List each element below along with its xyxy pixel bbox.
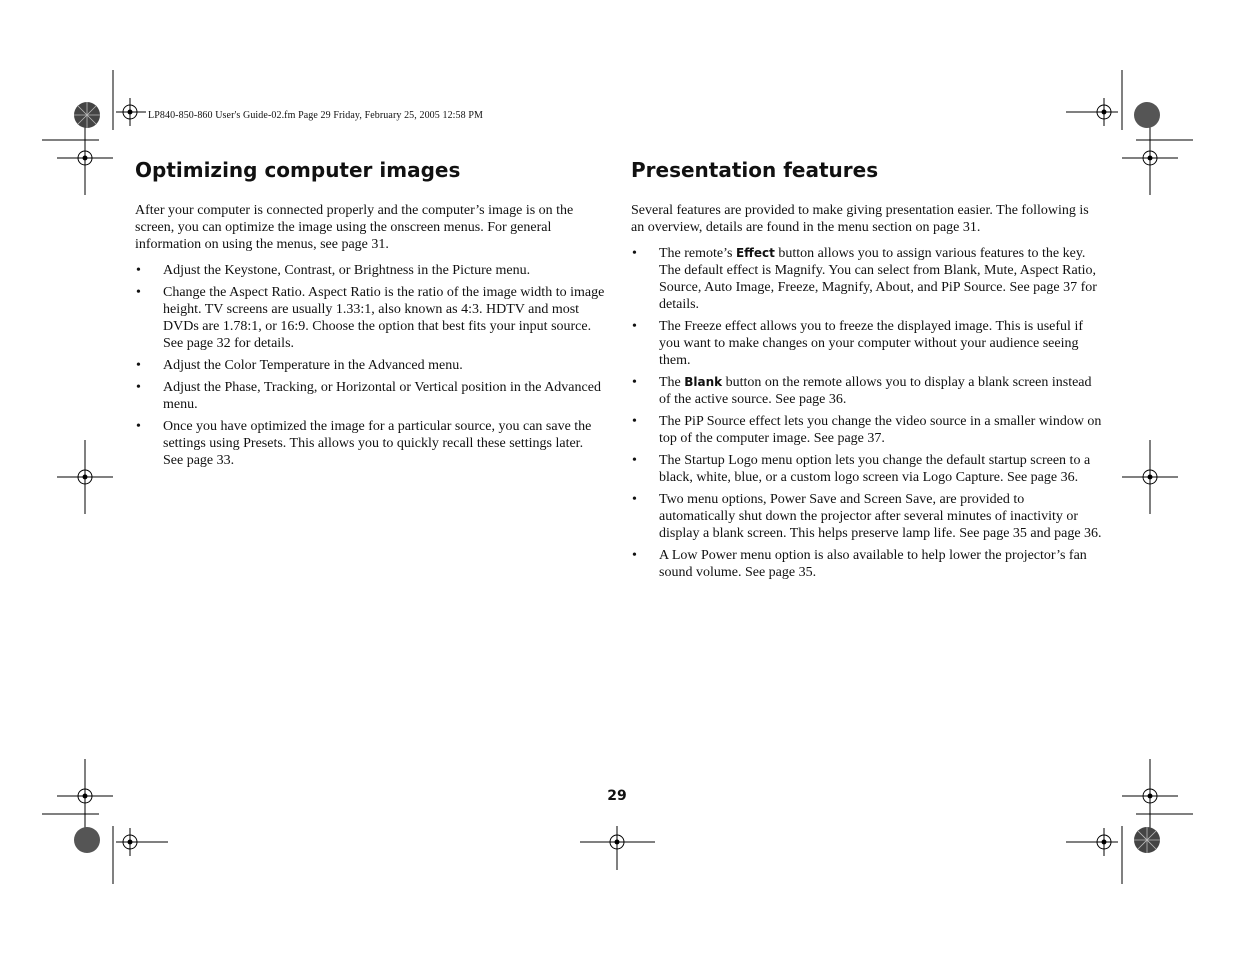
density-patch-icon	[1134, 102, 1160, 128]
page-number: 29	[607, 788, 627, 804]
list-item	[631, 374, 1103, 408]
list-item: • Two menu options, Power Save and Screen Save, are provided to automatically shut down the projector after several minutes of inactivity or display a blank screen. This helps preserve lamp life. See page 35 and page 36.	[631, 491, 1103, 542]
blank-button-name: Blank	[684, 375, 723, 389]
density-patch-icon	[74, 827, 100, 853]
list-item: • Change the Aspect Ratio. Aspect Ratio is the ratio of the image width to image height. TV screens are usually 1.33:1, also known as 4:3. HDTV and most DVDs are 1.78:1, or 16:9. Choose the option that best fits your input source. See page 32 for details.	[135, 284, 605, 352]
section-intro: After your computer is connected properly and the computer’s image is on the screen, you can optimize the image using the onscreen menus. For general information on using the menus, see page 31.	[135, 203, 574, 252]
list-item	[631, 245, 1103, 313]
bullet-list	[631, 245, 1103, 581]
section-title: Presentation features	[631, 158, 879, 182]
bullet-list	[135, 262, 605, 469]
text-run: button on the remote allows you to display a blank screen instead of the active source. See page 36.	[659, 375, 1092, 407]
starburst-patch-icon	[74, 102, 100, 128]
text-run: The remote’s	[659, 246, 736, 261]
file-info-header: LP840-850-860 User's Guide-02.fm Page 29 Friday, February 25, 2005 12:58 PM	[148, 110, 484, 121]
optimizing-section	[135, 150, 605, 474]
list-item: • The PiP Source effect lets you change the video source in a smaller window on top of the computer image. See page 37.	[631, 413, 1103, 447]
list-item: • Adjust the Keystone, Contrast, or Brightness in the Picture menu.	[135, 262, 605, 279]
starburst-patch-icon	[1134, 827, 1160, 853]
section-title: Optimizing computer images	[135, 158, 461, 182]
text-run: The	[659, 375, 685, 390]
list-item: • Once you have optimized the image for a particular source, you can save the settings using Presets. This allows you to quickly recall these settings later. See page 33.	[135, 418, 605, 469]
list-item: • The Freeze effect allows you to freeze the displayed image. This is useful if you want to make changes on your computer without your audience seeing them.	[631, 318, 1103, 369]
list-item: • Adjust the Color Temperature in the Advanced menu.	[135, 357, 605, 374]
presentation-section	[631, 150, 1103, 586]
section-intro: Several features are provided to make giving presentation easier. The following is an overview, details are found in the menu section on page 31.	[631, 203, 1089, 235]
list-item: • A Low Power menu option is also available to help lower the projector’s fan sound volume. See page 35.	[631, 547, 1103, 581]
text-run: button allows you to assign various features to the key. The default effect is Magnify. You can select from Blank, Mute, Aspect Ratio, Source, Auto Image, Freeze, Magnify, About, and PiP Source. See page 37 for details.	[659, 246, 1097, 312]
effect-button-name: Effect	[735, 246, 775, 260]
list-item: • Adjust the Phase, Tracking, or Horizontal or Vertical position in the Advanced menu.	[135, 379, 605, 413]
list-item: • The Startup Logo menu option lets you change the default startup screen to a black, white, blue, or a custom logo screen via Logo Capture. See page 36.	[631, 452, 1103, 486]
